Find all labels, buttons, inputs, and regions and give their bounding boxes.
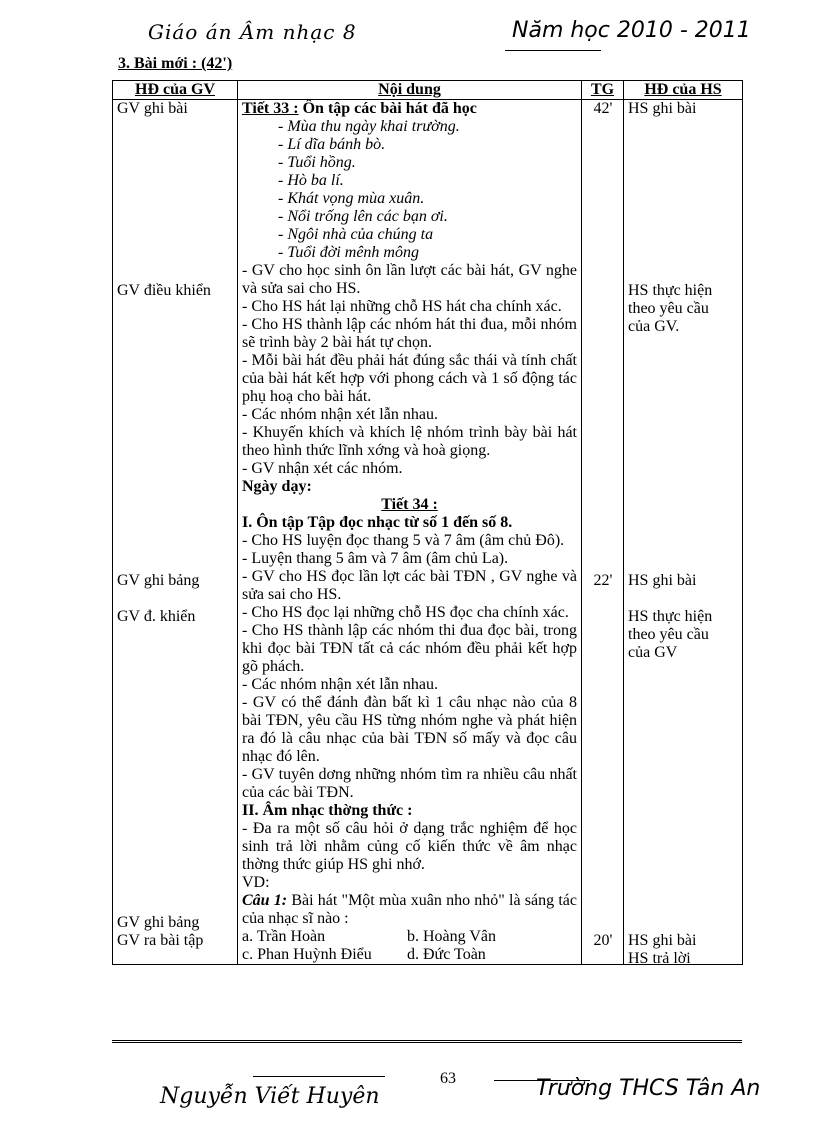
content-paragraph: - Cho HS đọc lại những chỗ HS đọc cha chính xác. bbox=[242, 604, 569, 621]
table-header-row bbox=[113, 81, 743, 100]
footer-school: Trường THCS Tân An bbox=[536, 1076, 761, 1101]
gv-activity: GV ra bài tập bbox=[117, 932, 204, 949]
header-left-title: Giáo án Âm nhạc 8 bbox=[148, 20, 357, 44]
answer-options-row bbox=[242, 946, 577, 964]
content-paragraph: - Cho HS thành lập các nhóm thi đua đọc bài, trong khi đọc bài TĐN tất cả các nhóm đều phải kết hợp gõ phách. bbox=[242, 622, 577, 675]
hs-activity: HS ghi bài bbox=[628, 932, 697, 949]
lesson-33-heading: Tiết 33 : Ôn tập các bài hát đã học bbox=[242, 100, 477, 117]
header-school-year: Năm học 2010 - 2011 bbox=[512, 18, 751, 43]
section-heading: I. Ôn tập Tập đọc nhạc từ số 1 đến số 8. bbox=[242, 514, 513, 531]
student-activity-cell bbox=[624, 100, 743, 965]
col-header-student: HĐ của HS bbox=[624, 81, 743, 100]
content-paragraph: - Mỗi bài hát đều phải hát đúng sắc thái và tính chất của bài hát kết hợp với phong cách và 1 số động tác phụ hoạ cho bài hát. bbox=[242, 352, 577, 405]
answer-option: a. Trần Hoàn bbox=[242, 928, 326, 945]
table-row bbox=[113, 100, 743, 965]
content-paragraph: - Cho HS hát lại những chỗ HS hát cha chính xác. bbox=[242, 298, 562, 315]
song-item: - Hò ba lí. bbox=[278, 172, 344, 189]
section-title: 3. Bài mới : (42') bbox=[118, 55, 233, 72]
teacher-activity-cell bbox=[113, 100, 238, 965]
header-underline bbox=[505, 50, 601, 51]
content-paragraph: - GV tuyên dơng những nhóm tìm ra nhiều câu nhất của các bài TĐN. bbox=[242, 766, 577, 801]
section-heading: II. Âm nhạc thờng thức : bbox=[242, 802, 413, 819]
answer-options-row bbox=[242, 928, 577, 946]
song-item: - Lí dĩa bánh bò. bbox=[278, 136, 386, 153]
content-paragraph: - GV nhận xét các nhóm. bbox=[242, 460, 403, 477]
gv-activity: GV đ. khiển bbox=[117, 608, 196, 625]
footer-line-left bbox=[253, 1076, 385, 1077]
content-paragraph: - GV cho HS đọc lần lợt các bài TĐN , GV nghe và sửa sai cho HS. bbox=[242, 568, 577, 603]
col-header-teacher: HĐ của GV bbox=[113, 81, 238, 100]
content-paragraph: - Các nhóm nhận xét lẫn nhau. bbox=[242, 406, 438, 423]
table-bottom-rule bbox=[112, 1040, 742, 1043]
time-cell bbox=[582, 100, 624, 965]
content-paragraph: - Các nhóm nhận xét lẫn nhau. bbox=[242, 676, 438, 693]
song-item: - Nổi trống lên các bạn ơi. bbox=[278, 208, 448, 225]
teaching-date-label: Ngày dạy: bbox=[242, 478, 312, 495]
content-paragraph: - Cho HS luyện đọc thang 5 và 7 âm (âm chủ Đô). bbox=[242, 532, 565, 549]
content-paragraph: - Luyện thang 5 âm và 7 âm (âm chủ La). bbox=[242, 550, 509, 567]
hs-activity: HS thực hiện theo yêu cầu của GV. bbox=[628, 282, 713, 335]
time-value: 20' bbox=[593, 932, 613, 949]
content-paragraph: - Cho HS thành lập các nhóm hát thi đua, mỗi nhóm sẽ trình bày 2 bài hát tự chọn. bbox=[242, 316, 577, 351]
content-cell bbox=[238, 100, 582, 965]
footer-signature: Nguyễn Viết Huyên bbox=[160, 1084, 380, 1109]
content-paragraph: - GV cho học sinh ôn lần lượt các bài hát, GV nghe và sửa sai cho HS. bbox=[242, 262, 577, 297]
time-value: 22' bbox=[593, 572, 613, 589]
song-item: - Khát vọng mùa xuân. bbox=[278, 190, 425, 207]
hs-activity: HS trả lời bbox=[628, 950, 691, 967]
gv-activity: GV điều khiển bbox=[117, 282, 211, 299]
gv-activity: GV ghi bảng bbox=[117, 914, 200, 931]
col-header-content: Nội dung bbox=[238, 81, 582, 100]
song-item: - Mùa thu ngày khai trường. bbox=[278, 118, 460, 135]
song-item: - Ngôi nhà của chúng ta bbox=[278, 226, 434, 243]
lesson-34-heading: Tiết 34 : bbox=[381, 496, 438, 513]
question-1: Câu 1: Bài hát "Một mùa xuân nho nhỏ" là sáng tác của nhạc sĩ nào : bbox=[242, 892, 577, 927]
example-label: VD: bbox=[242, 874, 270, 891]
col-header-time: TG bbox=[582, 81, 624, 100]
content-paragraph: - Khuyến khích và khích lệ nhóm trình bày bài hát theo hình thức lĩnh xớng và hoà giọng. bbox=[242, 424, 577, 459]
answer-option: d. Đức Toàn bbox=[407, 946, 486, 963]
lesson-table bbox=[112, 80, 743, 965]
time-value: 42' bbox=[593, 100, 613, 117]
hs-activity: HS ghi bài bbox=[628, 100, 697, 117]
page-number: 63 bbox=[440, 1070, 456, 1087]
hs-activity: HS thực hiện theo yêu cầu của GV bbox=[628, 608, 713, 661]
gv-activity: GV ghi bài bbox=[117, 100, 188, 117]
content-paragraph: - GV có thể đánh đàn bất kì 1 câu nhạc nào của 8 bài TĐN, yêu cầu HS từng nhóm nghe và phát hiện ra đó là câu nhạc của bài TĐN số mấy và đọc câu nhạc đó lên. bbox=[242, 694, 577, 765]
answer-option: b. Hoàng Vân bbox=[407, 928, 497, 945]
gv-activity: GV ghi bảng bbox=[117, 572, 200, 589]
song-item: - Tuổi hồng. bbox=[278, 154, 356, 171]
song-item: - Tuổi đời mênh mông bbox=[278, 244, 419, 261]
content-paragraph: - Đa ra một số câu hỏi ở dạng trắc nghiệm để học sinh trả lời nhằm củng cố kiến thức về âm nhạc thờng thức giúp HS ghi nhớ. bbox=[242, 820, 577, 873]
answer-option: c. Phan Huỳnh Điểu bbox=[242, 946, 372, 963]
hs-activity: HS ghi bài bbox=[628, 572, 697, 589]
